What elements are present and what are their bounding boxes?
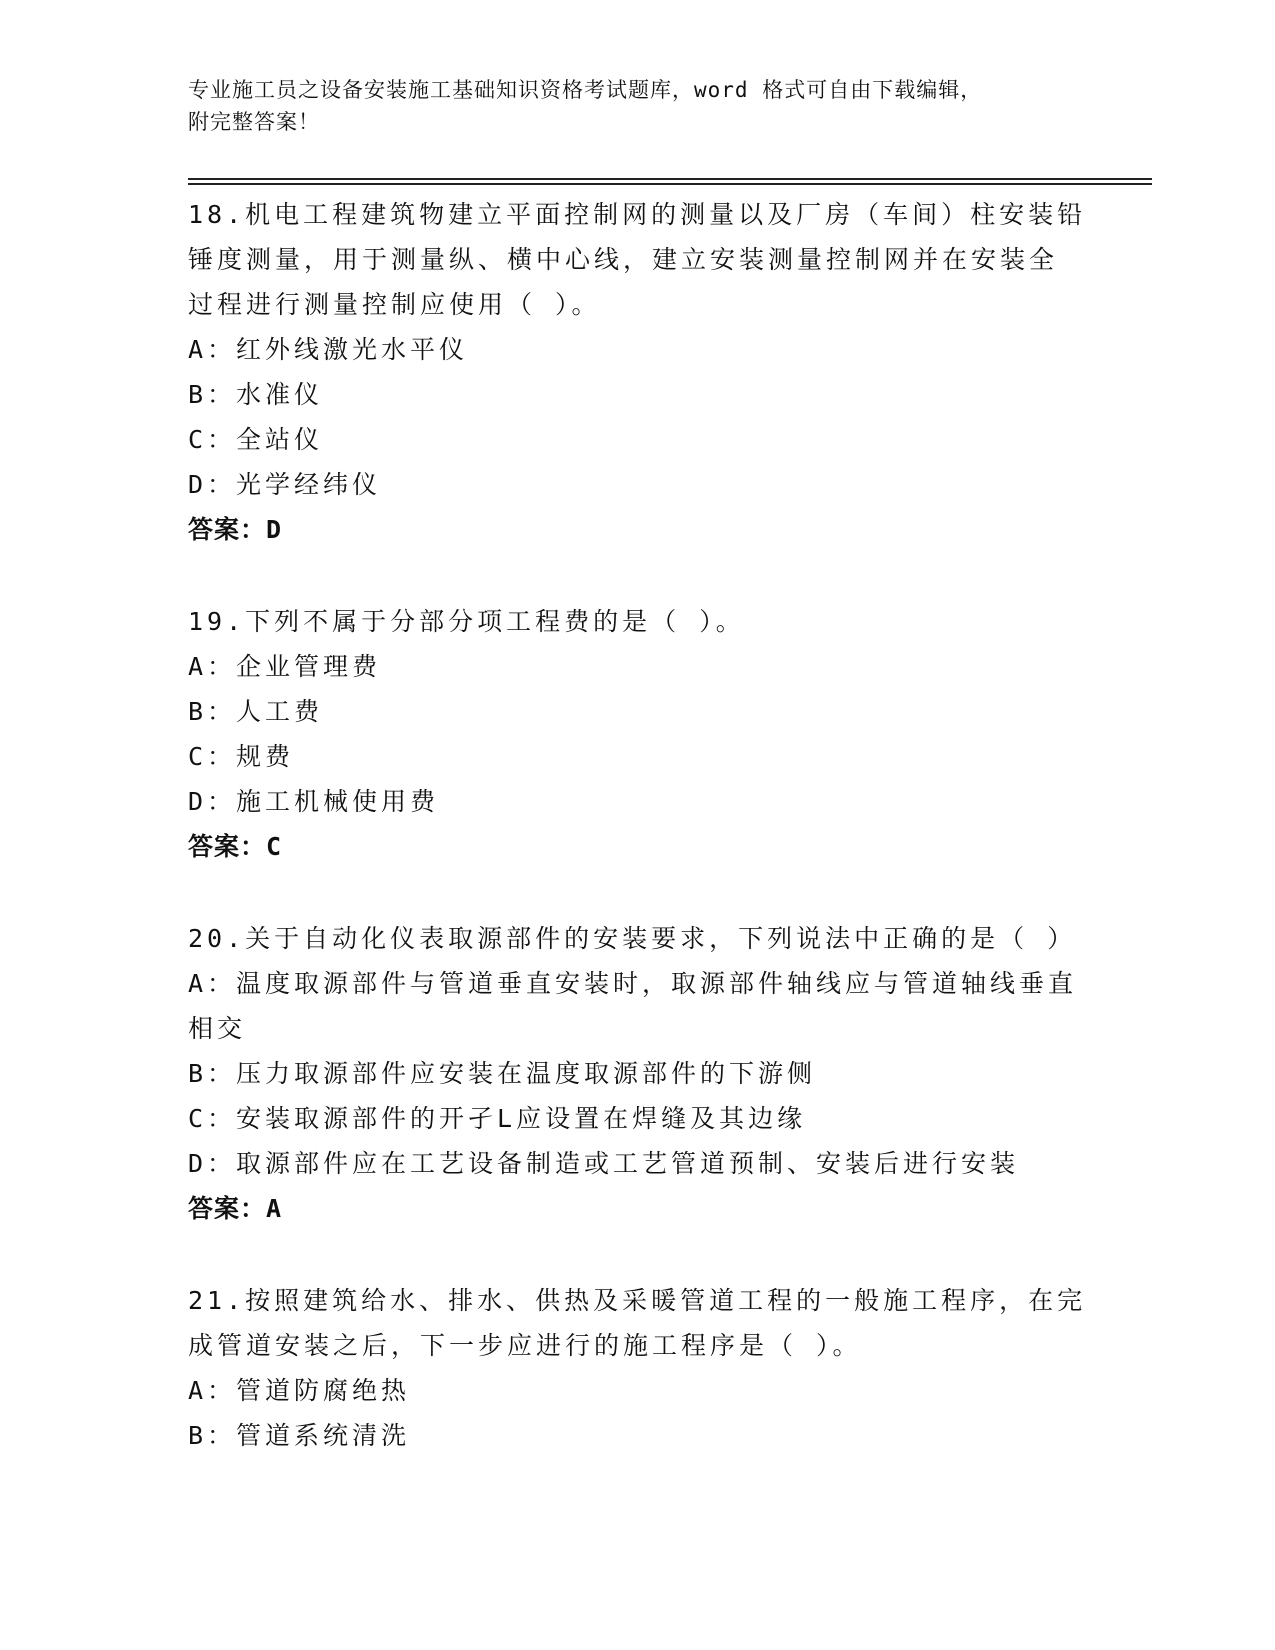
question-stem-line: 19.下列不属于分部分项工程费的是（ ）。	[188, 607, 745, 636]
question-item	[188, 916, 1088, 1232]
header-line-1: 专业施工员之设备安装施工基础知识资格考试题库，word 格式可自由下载编辑，	[188, 78, 983, 102]
option-line: B：管道系统清洗	[188, 1421, 411, 1450]
option-line: C：全站仪	[188, 425, 324, 454]
option-line: D：施工机械使用费	[188, 787, 440, 816]
question-item	[188, 1278, 1088, 1458]
question-stem-line: 锤度测量，用于测量纵、横中心线，建立安装测量控制网并在安装全	[188, 245, 1059, 274]
option-line: A：温度取源部件与管道垂直安装时，取源部件轴线应与管道轴线垂直	[188, 969, 1078, 998]
option-line: C：规费	[188, 742, 295, 771]
document-header	[188, 74, 1068, 138]
header-divider-top	[188, 178, 1152, 180]
option-line: A：红外线激光水平仪	[188, 335, 469, 364]
answer-label: 答案：A	[188, 1194, 283, 1223]
option-line: A：管道防腐绝热	[188, 1376, 411, 1405]
option-line: B：压力取源部件应安装在温度取源部件的下游侧	[188, 1059, 817, 1088]
option-line: 相交	[188, 1014, 247, 1043]
question-stem-line: 过程进行测量控制应使用（ ）。	[188, 290, 601, 319]
header-divider-bottom	[188, 183, 1152, 185]
option-line: D：光学经纬仪	[188, 470, 382, 499]
option-line: C：安装取源部件的开孑L应设置在焊缝及其边缘	[188, 1104, 807, 1133]
question-item	[188, 599, 1088, 870]
answer-label: 答案：D	[188, 515, 283, 544]
question-stem-line: 21.按照建筑给水、排水、供热及采暖管道工程的一般施工程序，在完	[188, 1286, 1087, 1315]
header-line-2: 附完整答案！	[188, 110, 320, 134]
question-stem-line: 18.机电工程建筑物建立平面控制网的测量以及厂房（车间）柱安装铅	[188, 200, 1087, 229]
option-line: B：人工费	[188, 697, 324, 726]
option-line: B：水准仪	[188, 380, 324, 409]
option-line: A：企业管理费	[188, 652, 382, 681]
option-line: D：取源部件应在工艺设备制造或工艺管道预制、安装后进行安装	[188, 1149, 1020, 1178]
question-item	[188, 192, 1088, 553]
answer-label: 答案：C	[188, 832, 283, 861]
question-stem-line: 20.关于自动化仪表取源部件的安装要求，下列说法中正确的是（ ）	[188, 924, 1077, 953]
question-list	[188, 192, 1088, 1504]
question-stem-line: 成管道安装之后，下一步应进行的施工程序是（ ）。	[188, 1331, 862, 1360]
